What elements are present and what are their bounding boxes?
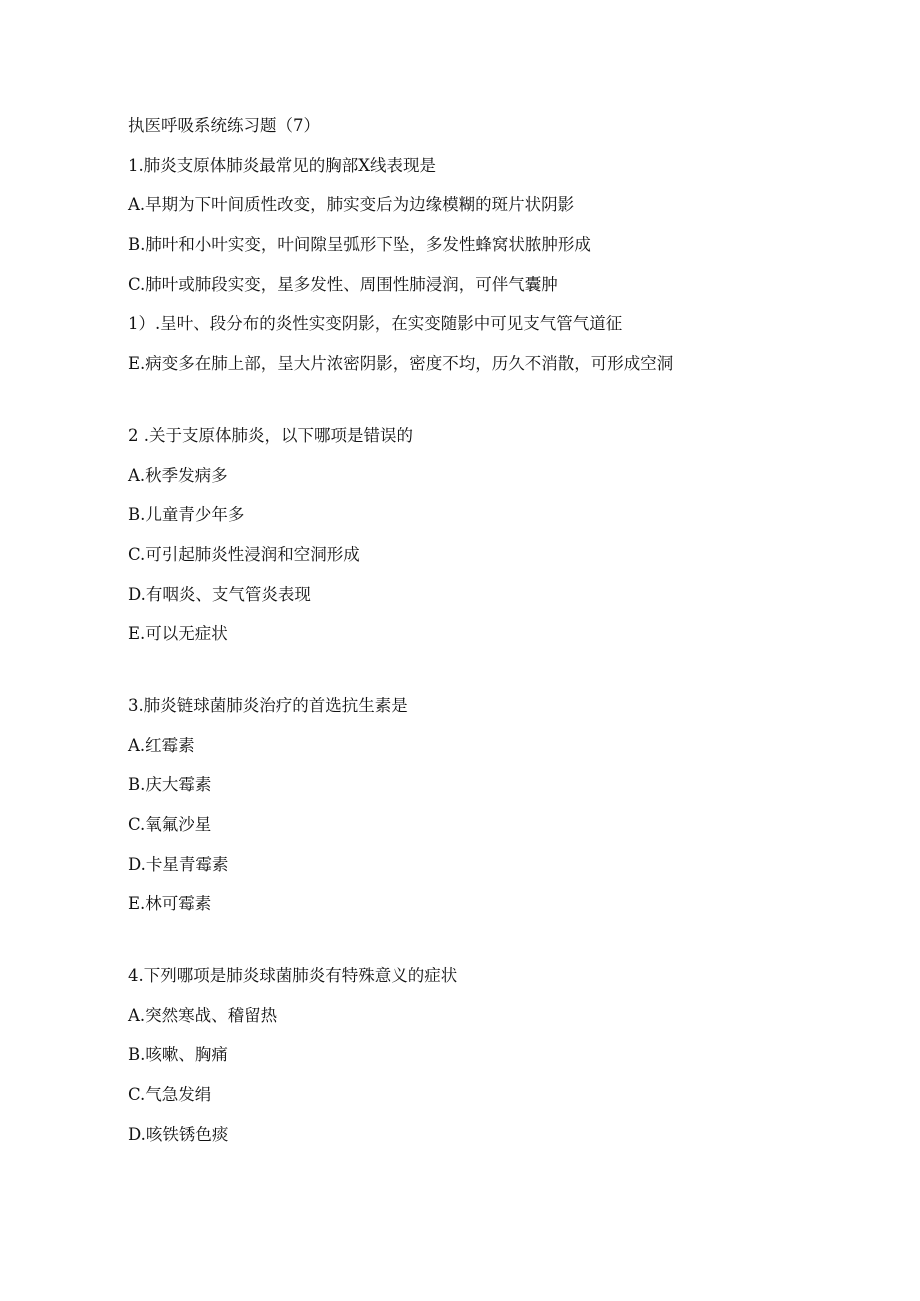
option-a: A.突然寒战、稽留热 <box>128 1005 278 1025</box>
option-c: C.肺叶或肺段实变，星多发性、周围性肺浸润，可伴气囊肿 <box>128 274 558 294</box>
option-e: E.林可霉素 <box>128 894 212 914</box>
option-b: B.肺叶和小叶实变，叶间隙呈弧形下坠，多发性蜂窝状脓肿形成 <box>128 235 591 255</box>
document-title: 执医呼吸系统练习题（7） <box>128 116 320 135</box>
option-e: E.病变多在肺上部，呈大片浓密阴影，密度不均，历久不消散，可形成空洞 <box>128 354 674 374</box>
question-stem: 4.下列哪项是肺炎球菌肺炎有特殊意义的症状 <box>128 966 458 986</box>
option-e: E.可以无症状 <box>128 624 228 644</box>
option-a: A.红霉素 <box>128 735 195 755</box>
option-b: B.庆大霉素 <box>128 775 212 795</box>
question-spacer <box>128 664 848 696</box>
option-c: C.氧氟沙星 <box>128 815 212 834</box>
option-c: C.可引起肺炎性浸润和空洞形成 <box>128 544 360 564</box>
option-b: B.儿童青少年多 <box>128 505 245 525</box>
option-c: C.气急发绢 <box>128 1085 212 1105</box>
document-page <box>128 116 848 1165</box>
question-2 <box>128 426 848 644</box>
option-a: A.秋季发病多 <box>128 465 228 485</box>
question-3 <box>128 696 848 914</box>
question-stem: 1.肺炎支原体肺炎最常见的胸部X线表现是 <box>128 155 436 175</box>
option-d: 1）.呈叶、段分布的炎性实变阴影，在实变随影中可见支气管气道征 <box>128 314 623 334</box>
question-4 <box>128 966 848 1145</box>
question-stem: 2 .关于支原体肺炎，以下哪项是错误的 <box>128 425 413 445</box>
option-d: D.有咽炎、支气管炎表现 <box>128 584 311 604</box>
question-1 <box>128 156 848 374</box>
option-d: D.卡星青霉素 <box>128 854 229 874</box>
option-b: B.咳嗽、胸痛 <box>128 1045 228 1065</box>
question-spacer <box>128 934 848 966</box>
question-stem: 3.肺炎链球菌肺炎治疗的首选抗生素是 <box>128 695 408 715</box>
question-spacer <box>128 394 848 426</box>
option-d: D.咳铁锈色痰 <box>128 1124 229 1144</box>
option-a: A.早期为下叶间质性改变，肺实变后为边缘模糊的斑片状阴影 <box>128 195 575 215</box>
